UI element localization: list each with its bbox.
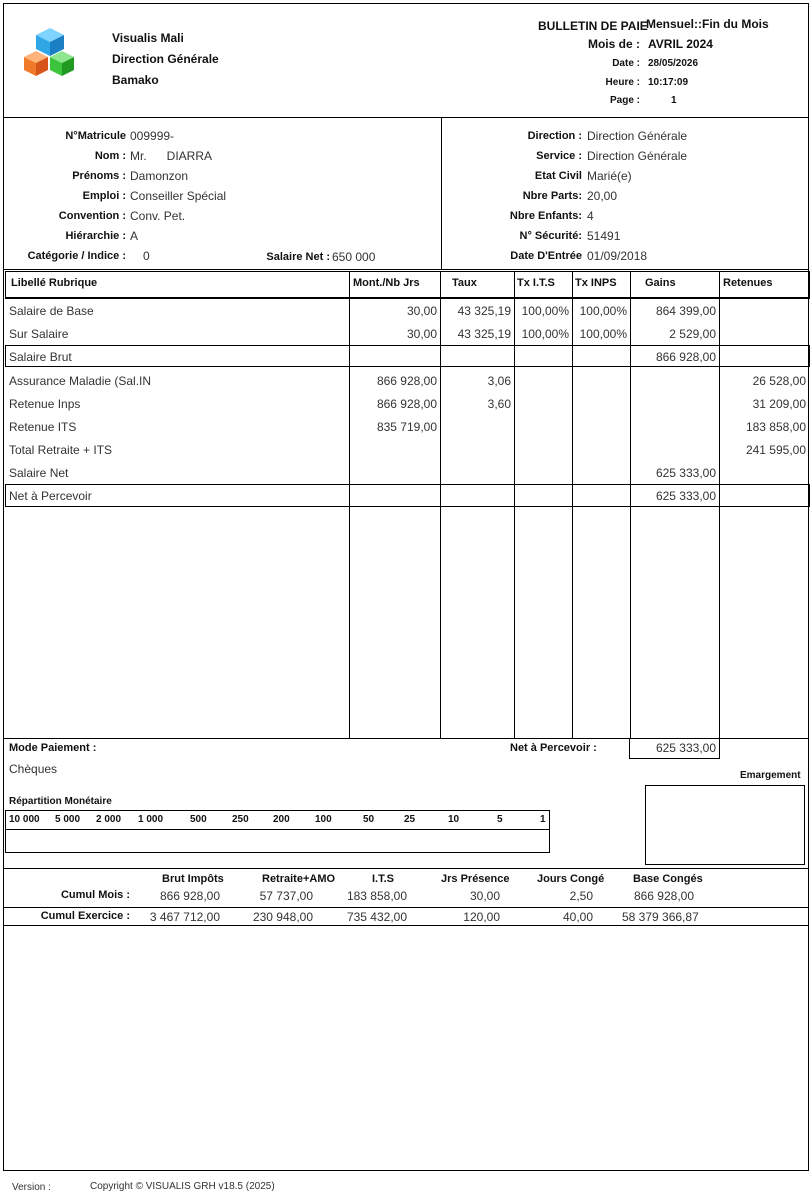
- salaire-net-value: 650 000: [332, 250, 376, 264]
- categorie-value: 0: [143, 249, 150, 263]
- row-mont: 835 719,00: [376, 420, 437, 434]
- row-gains: 2 529,00: [669, 327, 716, 341]
- row-retenues: 26 528,00: [752, 374, 806, 388]
- date-value: 28/05/2026: [648, 58, 699, 69]
- company-direction: Direction Générale: [112, 52, 219, 66]
- cumul-bottom-line: [3, 925, 809, 926]
- cumul-top-line: [3, 868, 809, 869]
- denomination: 5: [497, 814, 503, 825]
- cumul-exercice-value: 58 379 366,87: [622, 910, 699, 924]
- etat-civil-value: Marié(e): [587, 169, 632, 183]
- version-label: Version :: [12, 1182, 51, 1193]
- cumul-mois-value: 183 858,00: [346, 889, 407, 903]
- nom-label: Nom :: [94, 150, 126, 162]
- mode-paiement-label: Mode Paiement :: [9, 742, 97, 754]
- row-mont: 866 928,00: [376, 374, 437, 388]
- cumul-header: Brut Impôts: [162, 873, 224, 885]
- mois-value: AVRIL 2024: [648, 37, 713, 51]
- mode-paiement-value: Chèques: [9, 762, 58, 776]
- net-percevoir-value: 625 333,00: [655, 741, 716, 755]
- date-label: Date :: [612, 58, 640, 69]
- header-retenues: Retenues: [723, 277, 773, 289]
- header-libelle: Libellé Rubrique: [11, 277, 98, 289]
- hierarchie-value: A: [130, 229, 139, 243]
- denomination: 100: [315, 814, 332, 825]
- matricule-value: 009999-: [130, 129, 175, 143]
- row-gains: 625 333,00: [655, 489, 716, 503]
- service-label: Service :: [536, 150, 582, 162]
- row-gains: 866 928,00: [655, 350, 716, 364]
- row-tx-inps: 100,00%: [579, 327, 627, 341]
- enfants-value: 4: [587, 209, 594, 223]
- parts-value: 20,00: [587, 189, 618, 203]
- emargement-label: Emargement: [740, 770, 801, 781]
- row-mont: 30,00: [406, 304, 437, 318]
- row-label: Retenue ITS: [9, 420, 77, 434]
- header-tx-its: Tx I.T.S: [517, 277, 555, 289]
- row-label: Retenue Inps: [9, 397, 81, 411]
- direction-value: Direction Générale: [587, 129, 688, 143]
- row-gains: 625 333,00: [655, 466, 716, 480]
- emargement-box: [645, 785, 805, 865]
- row-label: Net à Percevoir: [9, 489, 92, 503]
- repartition-divider: [5, 829, 550, 830]
- page-label: Page :: [609, 95, 640, 106]
- cumul-exercice-label: Cumul Exercice :: [40, 910, 130, 922]
- row-label: Assurance Maladie (Sal.IN: [9, 374, 152, 388]
- prenoms-value: Damonzon: [130, 169, 189, 183]
- cumul-mois-value: 866 928,00: [159, 889, 220, 903]
- denomination: 25: [404, 814, 416, 825]
- row-label: Salaire Brut: [9, 350, 72, 364]
- matricule-label: N°Matricule: [65, 130, 126, 142]
- convention-label: Convention :: [58, 210, 126, 222]
- service-value: Direction Générale: [587, 149, 688, 163]
- row-retenues: 183 858,00: [745, 420, 806, 434]
- row-label: Sur Salaire: [9, 327, 69, 341]
- header-gains: Gains: [645, 277, 676, 289]
- enfants-label: Nbre Enfants:: [509, 210, 582, 222]
- parts-label: Nbre Parts:: [522, 190, 582, 202]
- company-name: Visualis Mali: [112, 31, 184, 45]
- denomination: 10: [448, 814, 460, 825]
- securite-value: 51491: [587, 229, 621, 243]
- cumul-mois-label: Cumul Mois :: [60, 889, 130, 901]
- convention-value: Conv. Pet.: [130, 209, 186, 223]
- cumul-mois-value: 866 928,00: [633, 889, 694, 903]
- denomination: 10 000: [9, 814, 40, 825]
- cumul-header: I.T.S: [372, 873, 395, 885]
- table-top-line: [3, 269, 809, 270]
- row-taux: 3,60: [487, 397, 511, 411]
- denomination: 250: [232, 814, 249, 825]
- salaire-net-label: Salaire Net :: [266, 251, 330, 263]
- denomination: 5 000: [55, 814, 81, 825]
- denomination: 1: [540, 814, 546, 825]
- cumul-header: Jours Congé: [537, 873, 605, 885]
- copyright-text: Copyright © VISUALIS GRH v18.5 (2025): [90, 1181, 275, 1192]
- cumul-mois-value: 30,00: [469, 889, 500, 903]
- company-logo: [22, 26, 78, 82]
- nom-value: Mr. DIARRA: [130, 149, 213, 163]
- denomination: 500: [190, 814, 207, 825]
- prenoms-label: Prénoms :: [72, 170, 126, 182]
- hierarchie-label: Hiérarchie :: [65, 230, 126, 242]
- denomination: 200: [273, 814, 290, 825]
- cumul-exercice-value: 40,00: [562, 910, 593, 924]
- date-entree-value: 01/09/2018: [587, 249, 648, 263]
- etat-civil-label: Etat Civil: [534, 170, 582, 182]
- cumul-header: Retraite+AMO: [262, 873, 336, 885]
- cumul-exercice-value: 120,00: [463, 910, 500, 924]
- bulletin-title: BULLETIN DE PAIE: [538, 19, 648, 33]
- date-entree-label: Date D'Entrée: [510, 250, 582, 262]
- emploi-value: Conseiller Spécial: [130, 189, 227, 203]
- direction-label: Direction :: [527, 130, 582, 142]
- securite-label: N° Sécurité:: [519, 230, 582, 242]
- emploi-label: Emploi :: [82, 190, 126, 202]
- row-tx-inps: 100,00%: [579, 304, 627, 318]
- row-taux: 43 325,19: [457, 304, 511, 318]
- denomination: 2 000: [96, 814, 122, 825]
- header-divider: [3, 117, 809, 118]
- net-percevoir-label: Net à Percevoir :: [510, 742, 597, 754]
- row-label: Salaire Net: [9, 466, 69, 480]
- row-gains: 864 399,00: [655, 304, 716, 318]
- header-montant: Mont./Nb Jrs: [353, 277, 420, 289]
- cumul-exercice-value: 735 432,00: [346, 910, 407, 924]
- header-taux: Taux: [452, 277, 477, 289]
- row-retenues: 241 595,00: [745, 443, 806, 457]
- cumul-mois-value: 57 737,00: [259, 889, 313, 903]
- cumul-header: Jrs Présence: [441, 873, 510, 885]
- categorie-label: Catégorie / Indice :: [27, 250, 126, 262]
- heure-label: Heure :: [605, 77, 640, 88]
- denomination: 1 000: [138, 814, 164, 825]
- row-tx-its: 100,00%: [521, 327, 569, 341]
- row-tx-its: 100,00%: [521, 304, 569, 318]
- page-value: 1: [671, 95, 677, 106]
- denomination: 50: [363, 814, 375, 825]
- bulletin-type: Mensuel::Fin du Mois: [646, 17, 769, 31]
- row-taux: 3,06: [487, 374, 511, 388]
- cumul-header: Base Congés: [633, 873, 703, 885]
- row-taux: 43 325,19: [457, 327, 511, 341]
- heure-value: 10:17:09: [648, 77, 689, 88]
- company-city: Bamako: [112, 73, 159, 87]
- cumul-exercice-value: 230 948,00: [252, 910, 313, 924]
- row-label: Total Retraite + ITS: [9, 443, 113, 457]
- row-label: Salaire de Base: [9, 304, 94, 318]
- info-divider: [441, 117, 442, 269]
- mois-label: Mois de :: [587, 37, 640, 51]
- row-mont: 866 928,00: [376, 397, 437, 411]
- header-tx-inps: Tx INPS: [575, 277, 617, 289]
- cumul-exercice-value: 3 467 712,00: [149, 910, 220, 924]
- cumul-mois-value: 2,50: [569, 889, 593, 903]
- repartition-title: Répartition Monétaire: [9, 796, 112, 807]
- cumul-mid-line: [3, 907, 809, 908]
- row-mont: 30,00: [406, 327, 437, 341]
- row-retenues: 31 209,00: [752, 397, 806, 411]
